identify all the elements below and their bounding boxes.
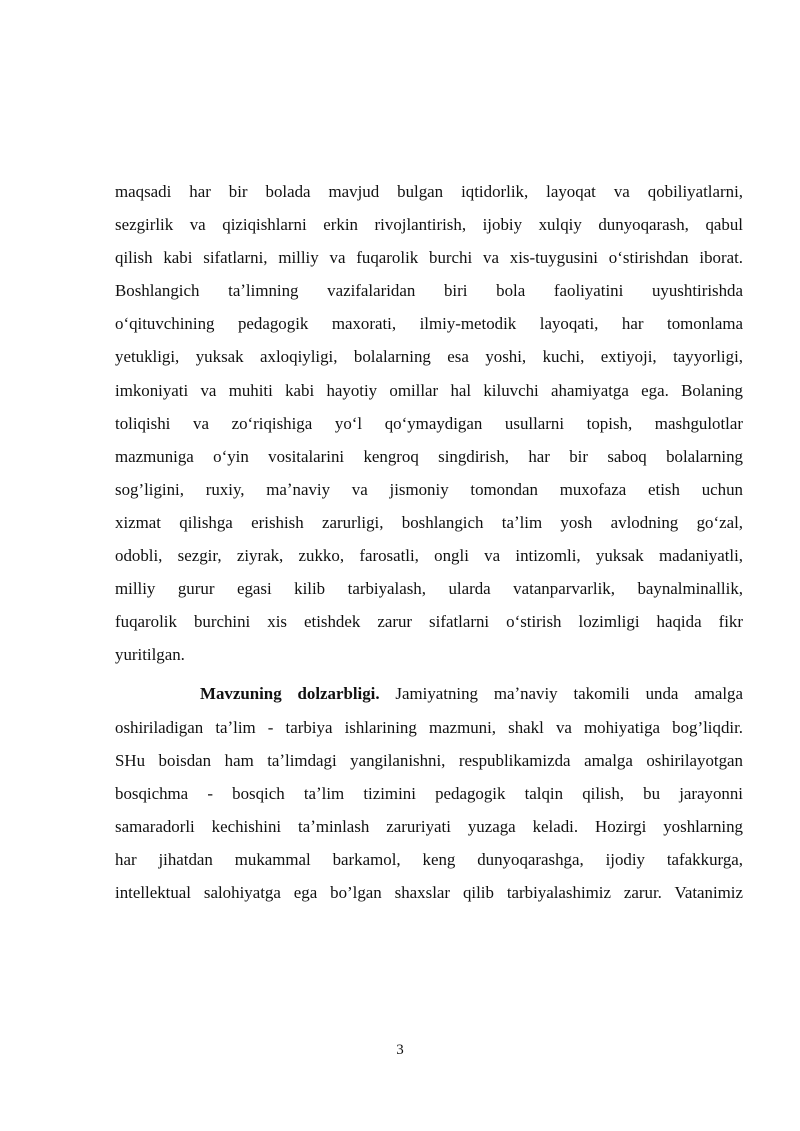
text-line: bosqichma - bosqich taʼlim tizimini pedagogik talqin qilish, bu jarayonni — [115, 783, 743, 803]
text-line: milliy gurur egasi kilib tarbiyalash, ularda vatanparvarlik, baynalminallik, — [115, 579, 743, 599]
text-line: intellektual salohiyatga ega bo’lgan shaxslar qilib tarbiyalashimiz zarur. Vatanimiz — [115, 882, 743, 902]
text-line: oshiriladigan taʼlim - tarbiya ishlarining mazmuni, shakl va mohiyatiga bog’liqdir. — [115, 717, 743, 737]
text-line: toliqishi va zoʻriqishiga yoʻl qoʻymaydigan usullarni topish, mashgulotlar — [115, 413, 743, 433]
page-number: 3 — [396, 1042, 404, 1058]
text-line: xizmat qilishga erishish zarurligi, boshlangich taʼlim yosh avlodning goʻzal, — [115, 512, 743, 532]
text-line: SHu boisdan ham taʼlimdagi yangilanishni, respublikamizda amalga oshirilayotgan — [115, 750, 743, 770]
text-line: qilish kabi sifatlarni, milliy va fuqarolik burchi va xis-tuygusini oʻstirishdan iborat. — [115, 248, 743, 268]
text-line: har jihatdan mukammal barkamol, keng dunyoqarashga, ijodiy tafakkurga, — [115, 849, 743, 869]
document-body — [115, 175, 743, 909]
text-run: Jamiyatning maʼnaviy takomili unda amalga — [379, 684, 743, 704]
paragraph-2-first-line — [115, 677, 743, 710]
text-line: Boshlangich taʼlimning vazifalaridan biri bola faoliyatini uyushtirishda — [115, 281, 743, 301]
text-line: maqsadi har bir bolada mavjud bulgan iqtidorlik, layoqat va qobiliyatlarni, — [115, 182, 743, 201]
section-heading: Mavzuning dolzarbligi. — [200, 684, 380, 704]
paragraph-2 — [115, 677, 743, 909]
text-line: imkoniyati va muhiti kabi hayotiy omillar hal kiluvchi ahamiyatga ega. Bolaning — [115, 380, 743, 400]
text-line: sezgirlik va qiziqishlarni erkin rivojlantirish, ijobiy xulqiy dunyoqarash, qabul — [115, 215, 743, 235]
paragraph-1 — [115, 175, 743, 671]
text-line: samaradorli kechishini taʼminlash zaruriyati yuzaga keladi. Hozirgi yoshlarning — [115, 816, 743, 836]
text-line: odobli, sezgir, ziyrak, zukko, farosatli, ongli va intizomli, yuksak madaniyatli, — [115, 546, 743, 566]
text-line: mazmuniga oʻyin vositalarini kengroq singdirish, har bir saboq bolalarning — [115, 446, 743, 466]
text-line: oʻqituvchining pedagogik maxorati, ilmiy-metodik layoqati, har tomonlama — [115, 314, 743, 334]
text-line: yuritilgan. — [115, 645, 185, 665]
text-line: sog’ligini, ruxiy, maʼnaviy va jismoniy tomondan muxofaza etish uchun — [115, 479, 743, 499]
text-line: fuqarolik burchini xis etishdek zarur sifatlarni oʻstirish lozimligi haqida fikr — [115, 612, 743, 632]
text-line: yetukligi, yuksak axloqiyligi, bolalarning esa yoshi, kuchi, extiyoji, tayyorligi, — [115, 347, 743, 367]
